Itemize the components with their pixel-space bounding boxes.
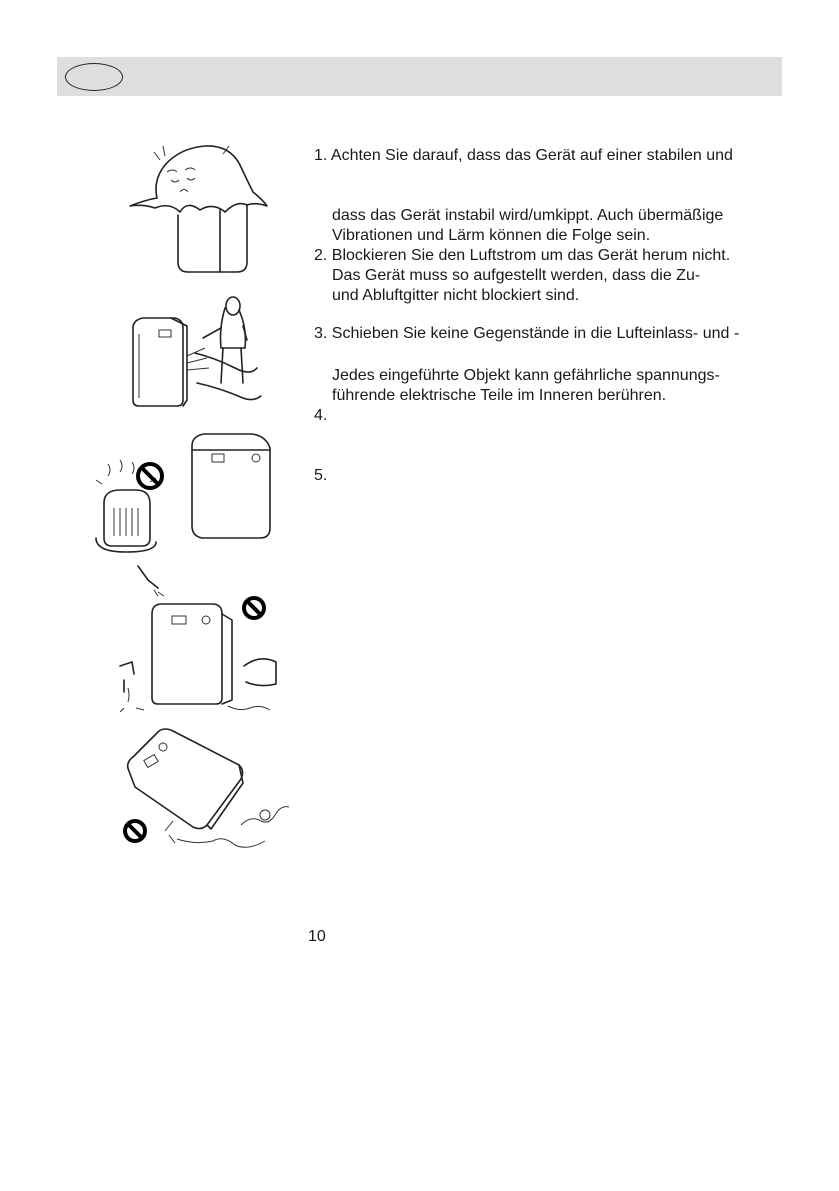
language-badge: [65, 63, 123, 91]
instruction-1-line-2: dass das Gerät instabil wird/umkippt. Auch übermäßige: [332, 207, 724, 224]
instruction-4-line-1: 4.: [314, 407, 328, 424]
instruction-5-line-1: 5.: [314, 467, 328, 484]
water-spray-prohibited-illustration: [110, 562, 285, 722]
page-number: 10: [308, 928, 326, 945]
cloth-covered-unit-illustration: [125, 140, 275, 275]
instruction-3-line-3: führende elektrische Teile im Inneren berühren.: [332, 387, 667, 404]
blocked-airflow-illustration: [125, 288, 265, 413]
instruction-1-line-3: Vibrationen und Lärm können die Folge sein.: [332, 227, 651, 244]
heater-prohibited-illustration: [80, 428, 280, 558]
header-bar: [57, 57, 782, 96]
instruction-2-line-1: 2. Blockieren Sie den Luftstrom um das Gerät herum nicht.: [314, 247, 731, 264]
tipped-unit-prohibited-illustration: [115, 725, 295, 865]
instruction-2-line-3: und Abluftgitter nicht blockiert sind.: [332, 287, 580, 304]
instruction-3-line-1: 3. Schieben Sie keine Gegenstände in die Lufteinlass- und -: [314, 325, 740, 342]
instruction-1-line-1: 1. Achten Sie darauf, dass das Gerät auf einer stabilen und: [314, 147, 733, 164]
instruction-2-line-2: Das Gerät muss so aufgestellt werden, dass die Zu-: [332, 267, 701, 284]
instruction-3-line-2: Jedes eingeführte Objekt kann gefährliche spannungs-: [332, 367, 720, 384]
